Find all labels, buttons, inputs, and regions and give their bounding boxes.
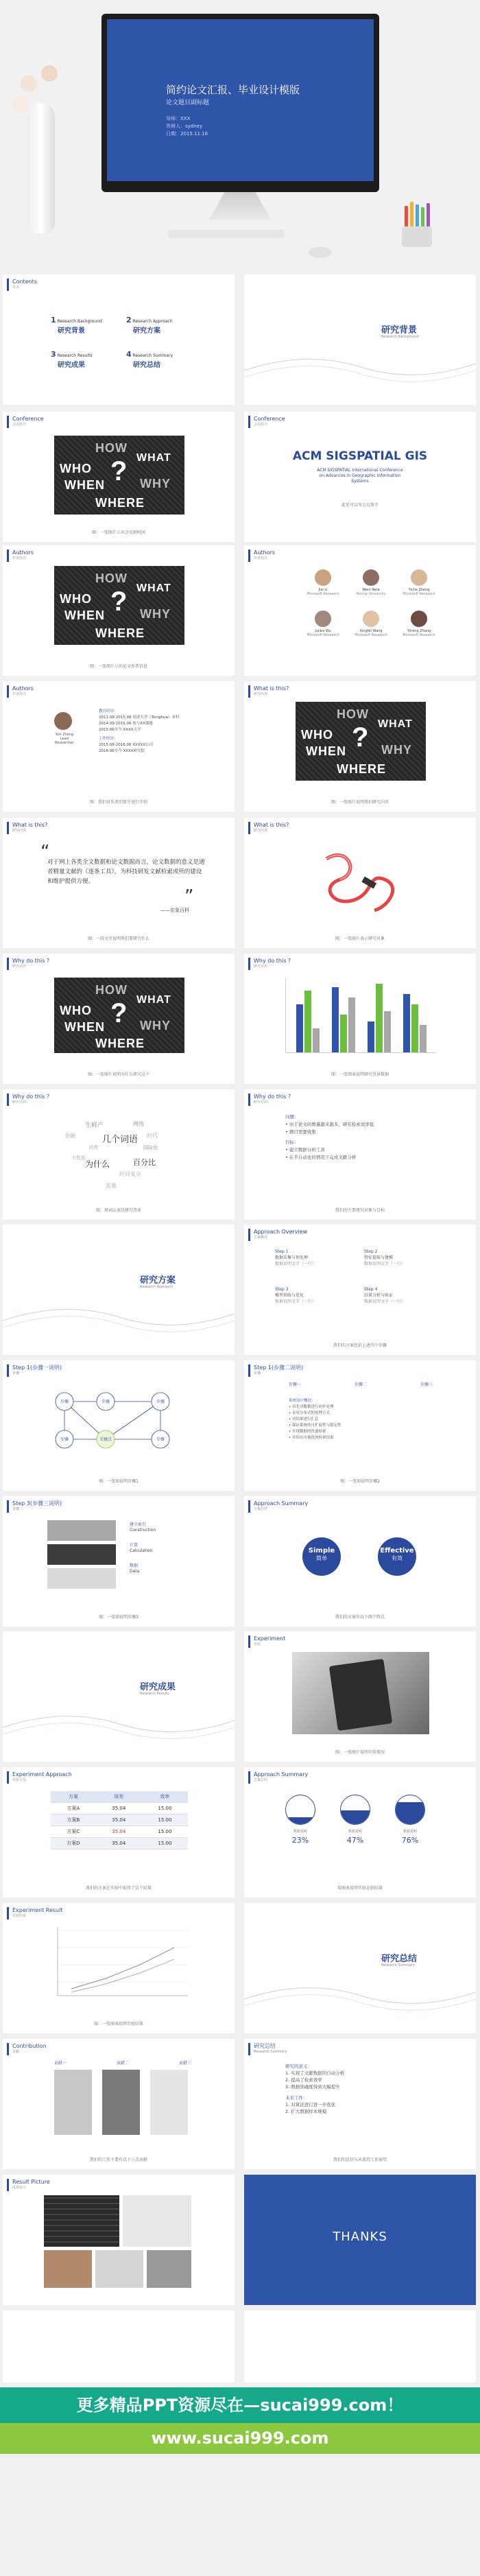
monitor-image [101,14,379,192]
avatar [315,611,331,627]
cover-meta [166,115,208,138]
slide-header: Step 3(步骤三说明) 步骤三 [7,1500,62,1513]
slide-why-wordcloud [3,1089,235,1220]
feature-circle: Effective 有效 [378,1537,416,1576]
word-cloud-term: 时间复杂 [119,1171,141,1177]
slide-blank [3,2311,235,2383]
pencil-cup-image [398,199,439,247]
word-cloud-term: 消费 [88,1145,98,1150]
monitor-stand [209,192,271,220]
slide-approach-overview [244,1225,476,1355]
slide-research-summary [244,2039,476,2169]
word-cloud-term: 流量 [106,1183,117,1189]
table-header: 误差 [96,1791,142,1803]
flower-image [21,75,37,92]
slide-what-quote [3,818,235,948]
word-cloud-term: 几个词语 [102,1135,139,1145]
quote-text: 对于网上各类全文数据和论文数据而言，论文数据的意义是通者精量文献的（逐条工具），为科技研发文献检索或所的建设和维护提供方便。 [47,859,205,885]
keyboard-photo [44,2195,119,2247]
step-node: 步骤 [60,1437,69,1442]
slide-blank [244,2311,476,2383]
slide-header: 研究总结 Research Summary [248,2043,287,2055]
slide-contents [3,274,235,405]
percent-circle [340,1795,370,1825]
caption: 图：一张图说明步骤1 [99,1479,139,1484]
step-tabs [289,1381,433,1387]
slide-header: Authors 作者简介 [248,550,275,562]
caption: 图：一段文字说明我们要研究什么 [87,936,149,941]
wave-decoration [244,1972,476,2020]
cover-subtitle: 论文题目副标题 [166,99,210,106]
slide-header: Contents 目录 [7,279,37,291]
people-photo [44,2250,92,2288]
series-line [71,1948,174,1989]
wave-decoration [244,343,476,391]
percent-label: 数据说明 [403,1830,417,1834]
step-node: 关键点 [99,1437,112,1442]
table-row: 方案A 35.04 15.00 [51,1803,188,1815]
slide-header: Experiment 实验 [248,1635,285,1648]
slide-why-chart [244,954,476,1084]
author-affiliation: Microsoft Research [307,592,339,596]
author-name: Xingfei Wang [359,629,383,633]
chart-bar [332,987,339,1052]
chart-bar [304,991,311,1052]
tab-contribution[interactable]: 贡献三 [178,2061,191,2066]
results-table [51,1791,188,1850]
slide-section-results [3,1631,235,1762]
author-name: Yiming Zhang [407,629,431,633]
slide-header: Why do this ? 研究目的 [7,958,49,970]
caption: 我们的方案在实验中取得了以下结果 [85,1886,152,1891]
caption: 图：我们对作者的简介进行介绍 [89,800,147,805]
chart-bar [368,1021,374,1052]
chart-bar [403,994,410,1052]
contribution-photo [54,2070,92,2135]
caption: 图：一张图片表示研究对象 [335,936,385,941]
step-node: 步骤 [156,1437,165,1442]
chart-bar [376,984,383,1052]
chart-bar [420,1025,427,1052]
author-name: Yiche Zheng [408,588,430,592]
mouse-image [309,247,332,258]
slide-header: Experiment Result 实验结果 [7,1907,62,1919]
slide-authors-image [3,545,235,676]
conference-fullname: ACM SIGSPATIAL International Conference on Advances in Geographic Information Systems [317,468,403,484]
tab-contribution[interactable]: 贡献二 [116,2061,129,2066]
line-chart [44,1924,195,2006]
slide-step1 [3,1360,235,1491]
slide-header: Conference 会议简介 [248,416,285,428]
word-cloud-term: 百分比 [133,1158,156,1167]
slide-header: Why do this ? 研究目的 [248,958,291,970]
calculator-photo [292,1652,429,1734]
cover-meta-line: 日期：2015.11.16 [166,131,208,137]
contents-item[interactable]: 2 Research Approach 研究方案 [126,316,173,335]
caption: 图：一张图表说明研究背景数据 [331,1072,389,1077]
slide-experiment-result [3,1903,235,2033]
word-cloud-term: 大数据 [71,1155,86,1161]
quote-close-icon: ” [184,886,194,907]
section-subtitle: Research Approach [140,1285,173,1289]
vase-image [27,103,55,233]
slide-result-picture [3,2175,235,2305]
tab-step1[interactable]: 步骤一 [289,1382,302,1387]
percent-circle [285,1795,315,1825]
slide-approach-summary [244,1496,476,1627]
overview-cell: Step 4 结果分析与验证 数据说明文字（一行） [364,1287,406,1304]
summary-text: 研究的意义： 1. 实现了文献数据的自动分析 2. 提高了检索效率 3. 数据准确度得到大幅提升 未来工作： 1. 对算法进行进一步优化 2. 扩大数据样本规模 [285,2064,345,2114]
author-affiliation: Microsoft Research [403,633,435,637]
chart-bar [411,1004,418,1052]
chart-bar [313,1028,320,1052]
slide-what-image [244,681,476,812]
slide-header: Result Picture 成果展示 [7,2179,50,2191]
question-words-image: HOW WHAT WHO ? WHY WHEN WHERE [54,436,184,515]
notebook-photo [47,1568,116,1589]
step-node: 步骤 [60,1399,69,1404]
author-name: Jiai Li [318,588,328,592]
slide-header: What is this? 研究内容 [7,822,47,834]
word-cloud-term: 为什么 [85,1159,110,1169]
slide-header: Why do this ? 研究目的 [7,1094,49,1106]
caption: 图：一张图片说明实验情况 [335,1750,385,1755]
caption: 图：一张图片示出论文作者信息 [89,664,147,669]
section-subtitle: Research Background [381,335,419,339]
slide-step2 [244,1360,476,1491]
avatar [315,569,331,586]
coiled-cable-image [320,845,402,914]
section-title: 研究总结 [381,1954,418,1964]
avatar [411,611,427,627]
author-card [398,611,440,637]
slide-experiment [244,1631,476,1762]
conference-title: ACM SIGSPATIAL GIS [292,449,428,463]
promo-banner-bottom[interactable]: www.sucai999.com [0,2423,480,2454]
caption: 我们的主要研究对象与目标 [335,1208,385,1213]
percent-value: 47% [346,1836,364,1845]
cover-slide [0,0,480,268]
laptop-photo [123,2195,191,2247]
caption: 我们的方案有以下两个特点 [335,1615,385,1620]
table-header: 效率 [142,1791,188,1803]
chart-bar [340,1015,347,1052]
author-card [302,569,344,596]
slide-author-detail [3,681,235,812]
tab-step2[interactable]: 步骤二 [354,1382,367,1387]
section-subtitle: Research Summary [381,1963,415,1968]
slide-header: Approach Summary 方案总结 [248,1771,308,1784]
contribution-photo [150,2070,188,2135]
caption: 图：一张图表说明实验结果 [93,2022,143,2026]
percent-label: 数据说明 [293,1830,307,1834]
slide-why-goals [244,1089,476,1220]
slide-header: Step 1(步骤一说明) 步骤一 [7,1364,62,1377]
chart-bar [348,997,355,1052]
quote-author: ——宏象百科 [160,908,189,913]
feature-circle: Simple 简单 [302,1537,341,1576]
slide-conference-text [244,412,476,542]
author-name: Junbo Wu [315,629,331,633]
percent-circle [395,1795,425,1825]
slide-conference-image [3,412,235,542]
keyboard-image [168,230,285,238]
caption: 图：一张图说明步骤3 [99,1615,139,1620]
flower-image [41,65,58,82]
slide-header: Approach Summary 方案总结 [248,1500,308,1513]
author-affiliation: Microsoft Research [355,633,387,637]
author-bio: 教育经历： 2011.08-2015.08 同济大学（Tsinghua）本科 2014.09-2015.06 参与XX课题 2015.06至今 XXXX大学 工作经历： 2015.08-2016.06 XXXXX公司 2016.06至今 XXXX研究院 [99,709,180,753]
tab-contribution[interactable]: 贡献一 [54,2061,67,2066]
overview-cell: Step 2 特征提取与建模 数据说明文字（一行） [364,1249,406,1266]
question-words-image: HOW WHAT WHO ? WHY WHEN WHERE [54,978,184,1053]
slide-authors-grid [244,545,476,676]
wave-decoration [3,1700,235,1748]
word-cloud-term: 国际化 [143,1145,158,1150]
step3-list: 建立索引 Construction 计算 Calculation 数据 Data [130,1522,156,1574]
series-line [71,1959,174,1992]
contents-item[interactable]: 3 Research Results 研究成果 [51,350,93,369]
step-network-diagram [51,1384,188,1460]
caption: 图：用词云表达研究背景 [95,1208,141,1213]
word-cloud-term: 时代 [147,1133,158,1139]
author-affiliation: Microsoft Research [307,633,339,637]
cover-title: 简约论文汇报、毕业设计模版 [166,84,300,96]
avatar [363,569,379,586]
desk-photo [47,1520,116,1541]
tab-step3[interactable]: 步骤三 [420,1382,433,1387]
author-affiliation: Peking University [356,592,386,596]
slide-header: Authors 作者简介 [7,685,34,698]
word-cloud-term: 生鲜产 [85,1122,104,1129]
caption: 图：一张图说明步骤2 [340,1479,380,1484]
section-title: 研究成果 [140,1682,176,1692]
caption: 此处可以写会议简介 [341,503,379,508]
slide-step3 [3,1496,235,1627]
flower-image [12,96,29,113]
author-card [350,611,392,637]
cover-meta-line: 导师：XXX [166,116,191,121]
table-header: 方案 [51,1791,96,1803]
slide-thanks [244,2175,476,2305]
slide-header: Experiment Approach 实验方法 [7,1771,72,1784]
caption: 图：一张图片说明我们研究内容 [331,800,389,805]
table-row: 方案D 35.04 15.00 [51,1838,188,1850]
slide-section-approach [3,1225,235,1355]
overview-cell: Step 1 数据采集与预处理 数据说明文字（一行） [275,1249,317,1266]
caption: 图：一张图片示出会议和时间 [91,530,145,535]
author-card [398,569,440,596]
contents-item[interactable]: 4 Research Summary 研究总结 [126,350,173,369]
caption: 我们的工作主要有以下三点贡献 [89,2158,147,2162]
slide-header: Why do this ? 研究目的 [248,1094,291,1106]
slide-approach-summary-pcts [244,1767,476,1898]
caption: 用图表说明实验比较结果 [337,1886,383,1891]
cover-meta-line: 答辩人：sydney [166,123,203,129]
table-row: 方案B 35.04 15.00 [51,1815,188,1826]
percent-value: 76% [401,1836,419,1845]
avatar [363,611,379,627]
contribution-photo [102,2070,140,2135]
step-node: 步骤 [156,1399,165,1404]
slide-header: What is this? 研究内容 [248,822,289,834]
question-words-image: HOW WHAT WHO ? WHY WHEN WHERE [54,566,184,645]
author-affiliation: Microsoft Research [403,592,435,596]
step2-text: 系统设计概况： • 首先对数据进行初步处理 • 采用分布式的处理方式 • 对结果进行汇总 • 保证系统的可扩展性与稳定性 • 实现数据的快速检索 • 并给出可视化的检索结果 [289,1399,341,1440]
slide-why-image [3,954,235,1084]
author-avatar [54,712,72,730]
caption: 我们的总结与未来的工作展望 [333,2158,387,2162]
author-name: Wenr Reia [362,588,380,592]
slide-section-background [244,274,476,405]
chart-bar [296,1004,303,1052]
slide-experiment-approach [3,1767,235,1898]
section-subtitle: Research Results [140,1692,169,1696]
caption: 图：一张图片说明为什么研究这个 [87,1072,149,1077]
percent-label: 数据说明 [348,1830,362,1834]
word-cloud-term: 网络 [133,1121,144,1127]
monitor-screen [107,19,374,181]
question-words-image: HOW WHAT WHO ? WHY WHEN WHERE [296,702,426,781]
keyboard-photo [47,1544,116,1565]
desk-photo [147,2250,191,2288]
overview-cell: Step 3 模型训练与优化 数据说明文字（一行） [275,1287,317,1304]
goals-text: 问题： • 由于论文的数量越来越多，研究检索效率低 • 题目需要收集 目标： • 建立数据分析工具 • 在半自动化的情况下完成文献分析 [285,1114,374,1160]
slide-what-cable [244,818,476,948]
step-node: 步骤 [101,1399,110,1404]
slide-header: Authors 作者简介 [7,550,34,562]
slide-header: What is this? 研究内容 [248,685,289,698]
slide-header: Step 1(步骤二说明) 步骤二 [248,1364,303,1377]
caption: 我们的方案包括上述四个步骤 [333,1343,387,1348]
slide-header: Approach Overview 方案概述 [248,1229,307,1241]
quote-open-icon: “ [40,842,50,862]
table-row: 方案C 35.04 15.00 [51,1826,188,1838]
author-card [302,611,344,637]
slide-header: Conference 会议简介 [7,416,44,428]
section-title: 研究背景 [381,325,418,335]
thanks-text: THANKS [333,2230,387,2244]
wave-decoration [3,1293,235,1341]
office-photo [95,2250,143,2288]
contents-item[interactable]: 1 Research Background 研究背景 [51,316,102,335]
promo-banner-top: 更多精品PPT资源尽在—sucai999.com！ [0,2387,480,2423]
author-card [350,569,392,596]
percent-value: 23% [291,1836,309,1845]
bar-chart [285,978,436,1053]
word-cloud-term: 金融 [64,1133,75,1139]
section-title: 研究方案 [140,1275,176,1286]
slide-section-summary [244,1903,476,2033]
author-name: Yuh Zheng Lead Researcher [54,733,75,745]
contribution-tabs [54,2059,191,2066]
avatar [411,569,427,586]
slide-header: Contribution 贡献 [7,2043,47,2055]
chart-bar [384,1011,391,1052]
slide-contribution [3,2039,235,2169]
